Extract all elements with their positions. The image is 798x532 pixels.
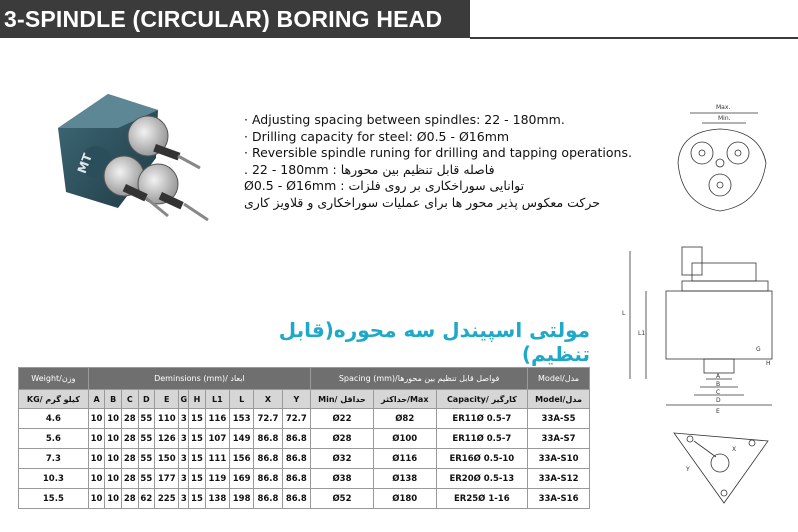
cell-e: 126 [155,429,179,449]
header-weight: Weight/وزن [19,368,89,390]
col-c: C [121,390,138,409]
cell-a: 10 [88,469,105,489]
table-row [19,469,590,489]
cell-max: Ø100 [373,429,436,449]
cell-h: 15 [189,489,206,509]
spec-table [18,367,590,509]
label-b: B [716,381,721,388]
cell-x: 72.7 [254,409,282,429]
feature-list [244,112,644,211]
cell-l1: 111 [205,449,229,469]
page-title: 3-SPINDLE (CIRCULAR) BORING HEAD [0,0,470,38]
cell-c: 28 [121,489,138,509]
cell-c: 28 [121,449,138,469]
cell-model: 33A-S12 [528,469,590,489]
cell-x: 86.8 [254,489,282,509]
feature-item: · Drilling capacity for steel: Ø0.5 - Ø16mm [244,129,644,146]
cell-x: 86.8 [254,429,282,449]
col-a: A [88,390,105,409]
label-min: Min. [718,115,731,122]
cell-model: 33A-S5 [528,409,590,429]
cell-kg: 5.6 [19,429,89,449]
label-l1: L1 [638,330,646,337]
col-l1: L1 [205,390,229,409]
cell-e: 110 [155,409,179,429]
cell-kg: 10.3 [19,469,89,489]
cell-y: 86.8 [282,429,310,449]
label-y: Y [686,466,690,473]
cell-e: 177 [155,469,179,489]
cell-a: 10 [88,429,105,449]
cell-l1: 119 [205,469,229,489]
cell-capacity: ER11Ø 0.5-7 [436,429,528,449]
cell-e: 225 [155,489,179,509]
cell-l: 153 [230,409,254,429]
cell-a: 10 [88,489,105,509]
cell-model: 33A-S10 [528,449,590,469]
feature-item-fa: . 22 - 180mm : فاصله قابل تنظیم بین محورها [244,161,495,177]
cell-y: 86.8 [282,449,310,469]
svg-text:MT: MT [74,151,95,176]
label-e: E [716,408,720,415]
feature-item: · Adjusting spacing between spindles: 22 - 180mm. [244,112,644,129]
col-e: E [155,390,179,409]
col-l: L [230,390,254,409]
col-b: B [105,390,122,409]
cell-min: Ø52 [311,489,374,509]
label-c: C [716,389,721,396]
cell-a: 10 [88,449,105,469]
cell-l1: 138 [205,489,229,509]
col-max: حداکثر/Max [373,390,436,409]
cell-min: Ø32 [311,449,374,469]
cell-y: 72.7 [282,409,310,429]
boring-head-photo [38,88,218,238]
cell-max: Ø116 [373,449,436,469]
cell-b: 10 [105,449,122,469]
cell-a: 10 [88,409,105,429]
cell-g: 3 [179,489,189,509]
cell-g: 3 [179,409,189,429]
table-row [19,449,590,469]
cell-kg: 15.5 [19,489,89,509]
col-min: Min/ حداقل [311,390,374,409]
feature-item-fa: Ø0.5 - Ø16mm : توانایی سوراخکاری بر روی فلزات [244,178,525,193]
cell-y: 86.8 [282,469,310,489]
cell-b: 10 [105,469,122,489]
cell-l: 156 [230,449,254,469]
cell-d: 55 [138,469,155,489]
cell-d: 55 [138,409,155,429]
label-l: L [622,310,626,317]
cell-capacity: ER11Ø 0.5-7 [436,409,528,429]
col-capacity: Capacity/ کارگیر [436,390,528,409]
cell-max: Ø180 [373,489,436,509]
cell-model: 33A-S7 [528,429,590,449]
col-kg: KG/ کیلو گرم [19,390,89,409]
cell-max: Ø138 [373,469,436,489]
cell-b: 10 [105,489,122,509]
cell-d: 55 [138,429,155,449]
cell-g: 3 [179,429,189,449]
label-d: D [716,397,721,404]
table-row [19,429,590,449]
cell-b: 10 [105,409,122,429]
cell-e: 150 [155,449,179,469]
label-g: G [756,346,761,353]
col-g: G [179,390,189,409]
cell-c: 28 [121,409,138,429]
label-max: Max. [716,104,731,111]
cell-kg: 7.3 [19,449,89,469]
cell-g: 3 [179,469,189,489]
cell-h: 15 [189,449,206,469]
feature-item-fa: حرکت معکوس پذیر محور ها برای عملیات سوراخکاری و قلاویز کاری [244,194,600,210]
cell-kg: 4.6 [19,409,89,429]
table-row [19,489,590,509]
cell-l1: 107 [205,429,229,449]
cell-c: 28 [121,429,138,449]
cell-l1: 116 [205,409,229,429]
cell-capacity: ER25Ø 1-16 [436,489,528,509]
cell-capacity: ER20Ø 0.5-13 [436,469,528,489]
col-x: X [254,390,282,409]
cell-d: 62 [138,489,155,509]
cell-x: 86.8 [254,449,282,469]
label-h: H [766,360,771,367]
cell-model: 33A-S16 [528,489,590,509]
title-underline [470,37,798,39]
feature-item: · Reversible spindle runing for drilling and tapping operations. [244,145,644,162]
cell-c: 28 [121,469,138,489]
cell-min: Ø22 [311,409,374,429]
label-a: A [716,373,721,380]
cell-d: 55 [138,449,155,469]
cell-l: 198 [230,489,254,509]
cell-x: 86.8 [254,469,282,489]
technical-drawing [620,95,798,510]
cell-h: 15 [189,429,206,449]
cell-h: 15 [189,409,206,429]
cell-h: 15 [189,469,206,489]
cell-b: 10 [105,429,122,449]
persian-heading: مولتی اسپیندل سه محوره(قابل تنظیم) [278,318,590,366]
col-model: Model/مدل [528,390,590,409]
cell-min: Ø28 [311,429,374,449]
label-x: X [732,446,737,453]
col-y: Y [282,390,310,409]
col-h: H [189,390,206,409]
cell-min: Ø38 [311,469,374,489]
header-model: Model/مدل [528,368,590,390]
col-d: D [138,390,155,409]
cell-capacity: ER16Ø 0.5-10 [436,449,528,469]
cell-l: 149 [230,429,254,449]
cell-max: Ø82 [373,409,436,429]
cell-g: 3 [179,449,189,469]
header-spacing: Spacing (mm)/فواصل قابل تنظیم بین محورها [311,368,528,390]
header-dimensions: Deminsions (mm)/ ابعاد [88,368,310,390]
cell-y: 86.8 [282,489,310,509]
table-row [19,409,590,429]
cell-l: 169 [230,469,254,489]
